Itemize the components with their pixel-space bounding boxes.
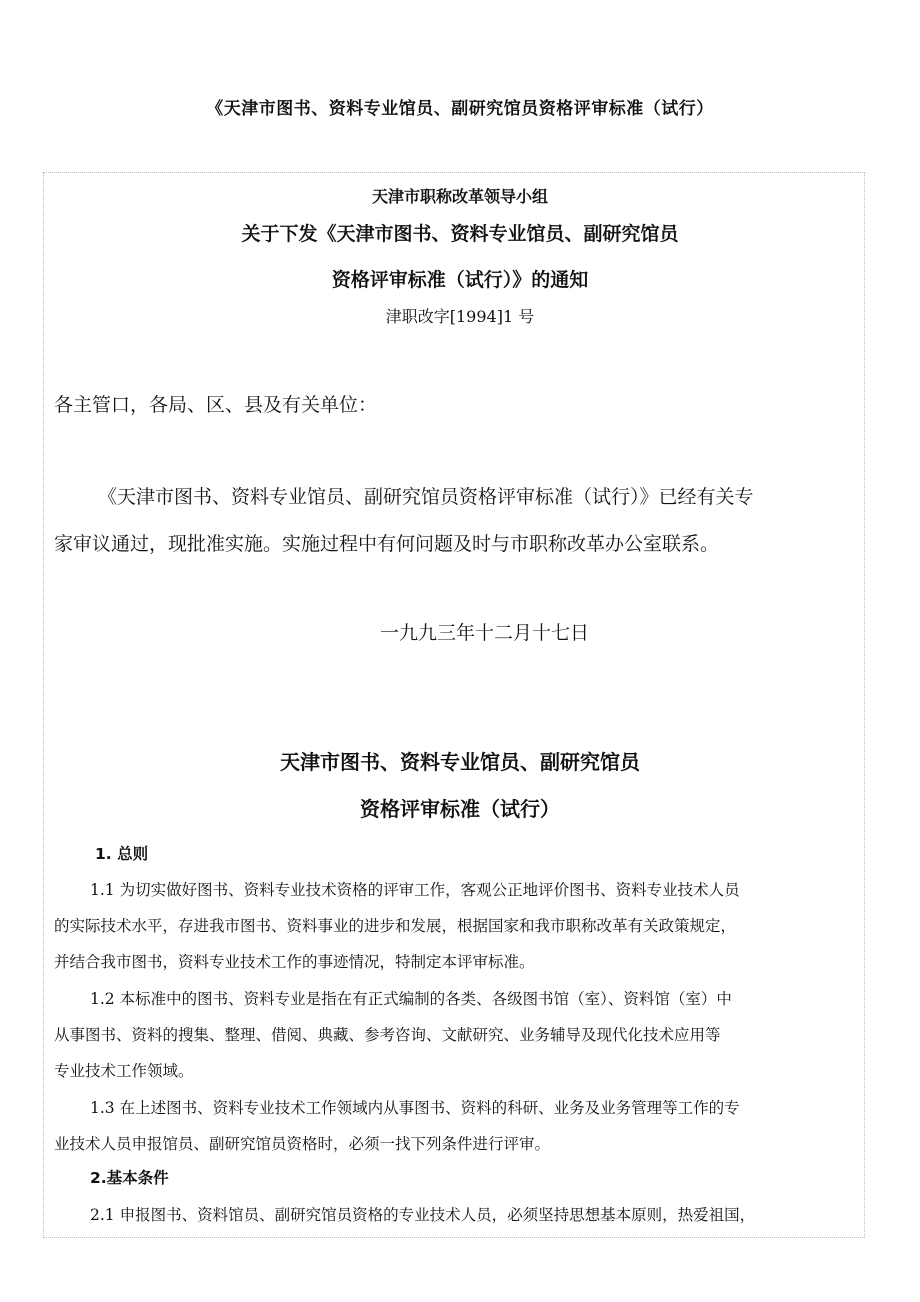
notice-doc-number: 津职改字[1994]1 号 [385, 307, 535, 326]
paragraph-line: 2.1 申报图书、资料馆员、副研究馆员资格的专业技术人员，必须坚持思想基本原则，热爱祖国， [90, 1206, 756, 1224]
paragraph-line: 的实际技术水平，存进我市图书、资料事业的进步和发展，根据国家和我市职称改革有关政策规定， [54, 917, 737, 935]
paragraph-line: 1.1 为切实做好图书、资料专业技术资格的评审工作，客观公正地评价图书、资料专业技术人员 [90, 881, 740, 899]
standard-title-line2: 资格评审标准（试行） [360, 797, 560, 821]
paragraph-line: 1.3 在上述图书、资料专业技术工作领域内从事图书、资料的科研、业务及业务管理等工作的专 [90, 1099, 740, 1117]
notice-date: 一九九三年十二月十七日 [380, 622, 590, 644]
paragraph-line: 从事图书、资料的搜集、整理、借阅、典藏、参考咨询、文献研究、业务辅导及现代化技术应用等 [54, 1026, 721, 1044]
section1-heading: 1. 总则 [95, 845, 149, 863]
section2-heading: 2.基本条件 [90, 1169, 169, 1187]
paragraph-line: 1.2 本标准中的图书、资料专业是指在有正式编制的各类、各级图书馆（室）、资料馆（室）中 [90, 990, 732, 1008]
standard-title-line1: 天津市图书、资料专业馆员、副研究馆员 [280, 750, 640, 774]
notice-heading-line2: 资格评审标准（试行）》的通知 [331, 269, 589, 291]
notice-heading-line1: 关于下发《天津市图书、资料专业馆员、副研究馆员 [241, 223, 679, 245]
notice-salutation: 各主管口，各局、区、县及有关单位： [54, 394, 378, 416]
notice-body-line: 《天津市图书、资料专业馆员、副研究馆员资格评审标准（试行）》已经有关专 [98, 486, 754, 508]
paragraph-line: 并结合我市图书，资料专业技术工作的事迹情况，特制定本评审标准。 [54, 953, 535, 971]
notice-body [54, 474, 860, 568]
paragraph-line: 业技术人员申报馆员、副研究馆员资格时，必须一找下列条件进行评审。 [54, 1135, 551, 1153]
paragraph-line: 专业技术工作领域。 [54, 1062, 194, 1080]
document-title: 《天津市图书、资料专业馆员、副研究馆员资格评审标准（试行） [206, 99, 714, 119]
notice-issuer: 天津市职称改革领导小组 [371, 187, 548, 206]
notice-body-line: 家审议通过，现批准实施。实施过程中有何问题及时与市职称改革办公室联系。 [54, 533, 720, 555]
